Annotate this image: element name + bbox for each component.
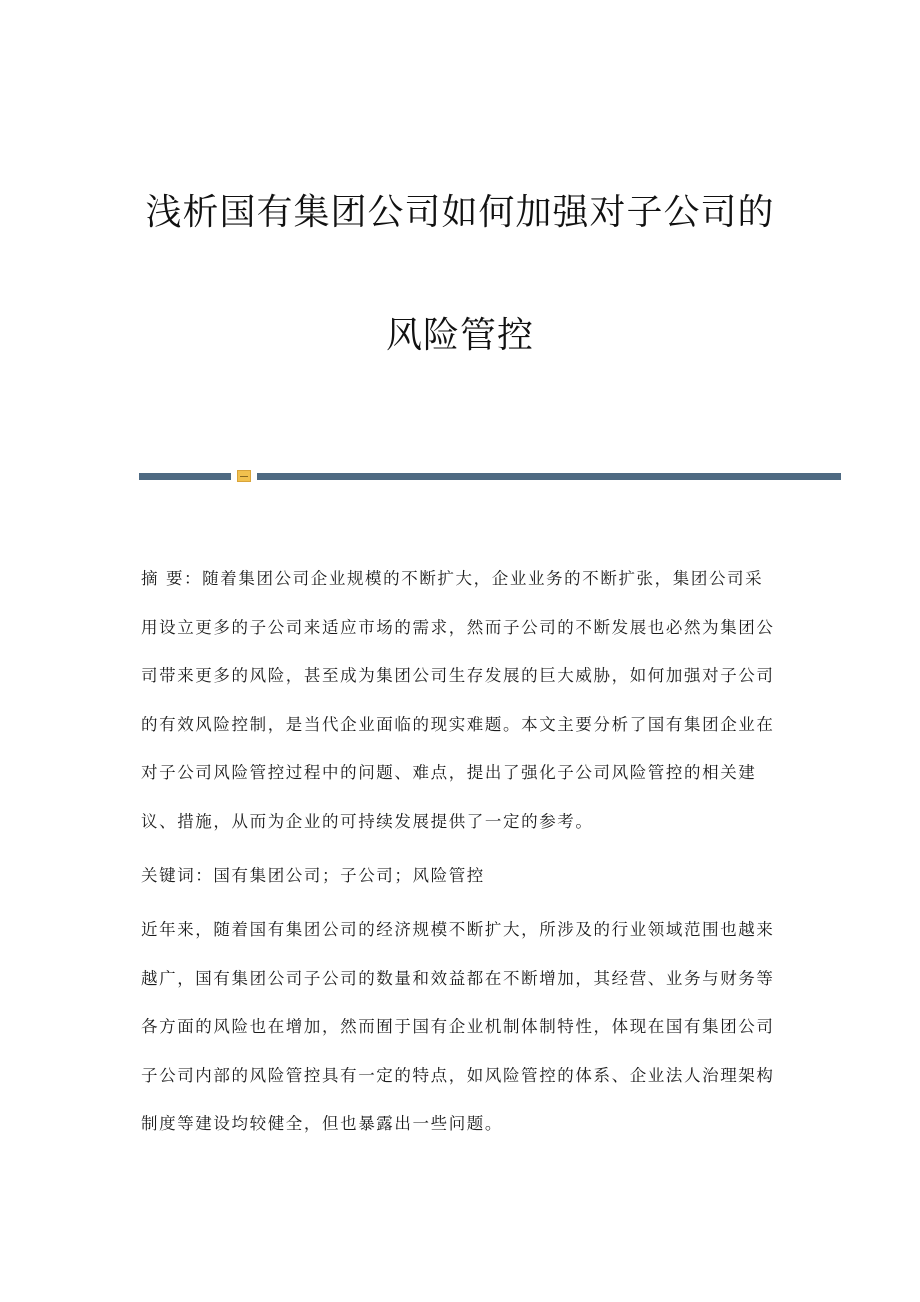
document-title-line-1: 浅析国有集团公司如何加强对子公司的 (145, 192, 775, 233)
divider-emblem-icon (237, 470, 251, 482)
section-divider (139, 470, 841, 484)
body-paragraph: 近年来，随着国有集团公司的经济规模不断扩大，所涉及的行业领域范围也越来越广，国有集团公司子公司的数量和效益都在不断增加，其经营、业务与财务等各方面的风险也在增加，然而囿于国有企业机制体制特性，体现在国有集团公司子公司内部的风险管控具有一定的特点，如风险管控的体系、企业法人治理架构制度等建设均较健全，但也暴露出一些问题。 (141, 920, 775, 1133)
document-title-line-2: 风险管控 (385, 315, 534, 356)
divider-bar-right (257, 473, 841, 480)
abstract-paragraph: 摘 要：随着集团公司企业规模的不断扩大，企业业务的不断扩张，集团公司采用设立更多的子公司来适应市场的需求，然而子公司的不断发展也必然为集团公司带来更多的风险，甚至成为集团公司生存发展的巨大威胁，如何加强对子公司的有效风险控制，是当代企业面临的现实难题。本文主要分析了国有集团企业在对子公司风险管控过程中的问题、难点，提出了强化子公司风险管控的相关建议、措施，从而为企业的可持续发展提供了一定的参考。 (141, 569, 775, 831)
divider-bar-left (139, 473, 231, 480)
keywords-line: 关键词：国有集团公司；子公司；风险管控 (141, 866, 485, 885)
